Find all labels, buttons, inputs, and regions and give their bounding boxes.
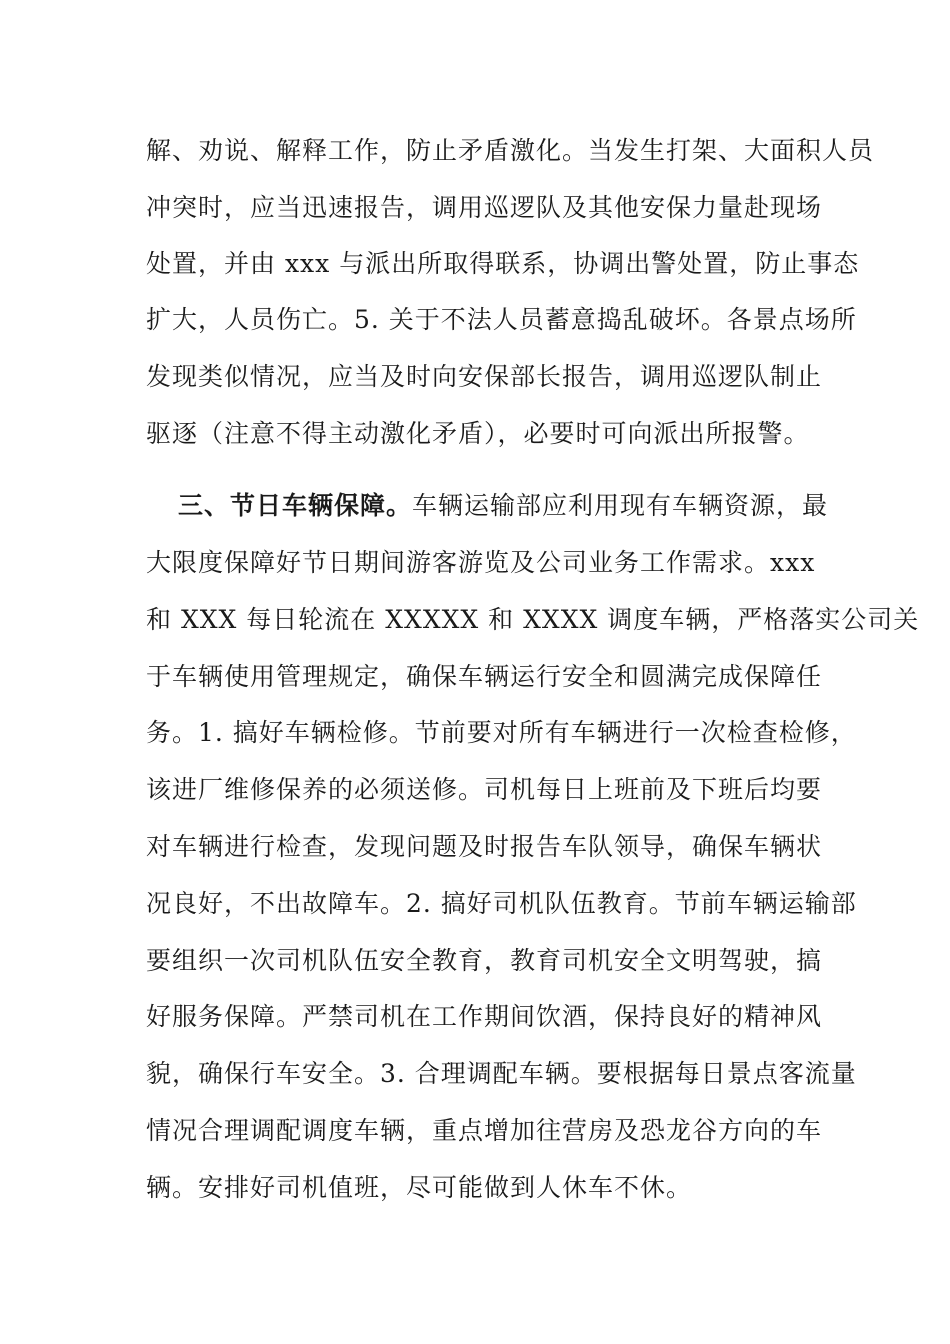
paragraph-2-line-5: 务。1. 搞好车辆检修。节前要对所有车辆进行一次检查检修， bbox=[146, 718, 857, 747]
section-heading: 三、节日车辆保障。 bbox=[178, 491, 413, 520]
paragraph-1-line-3: 处置，并由 xxx 与派出所取得联系，协调出警处置，防止事态 bbox=[146, 249, 860, 278]
paragraph-2-line-9: 要组织一次司机队伍安全教育，教育司机安全文明驾驶，搞 bbox=[146, 946, 823, 975]
paragraph-2-line-7: 对车辆进行检查，发现问题及时报告车队领导，确保车辆状 bbox=[146, 832, 823, 861]
paragraph-2-line-12: 情况合理调配调度车辆，重点增加往营房及恐龙谷方向的车 bbox=[146, 1116, 823, 1145]
paragraph-2-line-11: 貌，确保行车安全。3. 合理调配车辆。要根据每日景点客流量 bbox=[146, 1059, 857, 1088]
paragraph-2-line-13: 辆。安排好司机值班，尽可能做到人休车不休。 bbox=[146, 1173, 693, 1202]
paragraph-2-line-8: 况良好，不出故障车。2. 搞好司机队伍教育。节前车辆运输部 bbox=[146, 889, 857, 918]
paragraph-2-line-6: 该进厂维修保养的必须送修。司机每日上班前及下班后均要 bbox=[146, 775, 823, 804]
paragraph-2-first-line bbox=[178, 490, 829, 522]
paragraph-1-line-5: 发现类似情况，应当及时向安保部长报告，调用巡逻队制止 bbox=[146, 362, 823, 391]
paragraph-2-line-4: 于车辆使用管理规定，确保车辆运行安全和圆满完成保障任 bbox=[146, 662, 823, 691]
paragraph-1-line-2: 冲突时，应当迅速报告，调用巡逻队及其他安保力量赴现场 bbox=[146, 193, 823, 222]
paragraph-1-line-6: 驱逐（注意不得主动激化矛盾），必要时可向派出所报警。 bbox=[146, 419, 810, 448]
paragraph-2-line-2: 大限度保障好节日期间游客游览及公司业务工作需求。xxx bbox=[146, 548, 816, 577]
paragraph-2-first-line-text: 车辆运输部应利用现有车辆资源，最 bbox=[412, 491, 829, 520]
paragraph-1-line-4: 扩大，人员伤亡。5. 关于不法人员蓄意捣乱破坏。各景点场所 bbox=[146, 305, 857, 334]
paragraph-1-line-1: 解、劝说、解释工作，防止矛盾激化。当发生打架、大面积人员 bbox=[146, 136, 875, 165]
paragraph-2-line-10: 好服务保障。严禁司机在工作期间饮酒，保持良好的精神风 bbox=[146, 1002, 823, 1031]
paragraph-2-line-3: 和 XXX 每日轮流在 XXXXX 和 XXXX 调度车辆，严格落实公司关 bbox=[146, 605, 920, 634]
